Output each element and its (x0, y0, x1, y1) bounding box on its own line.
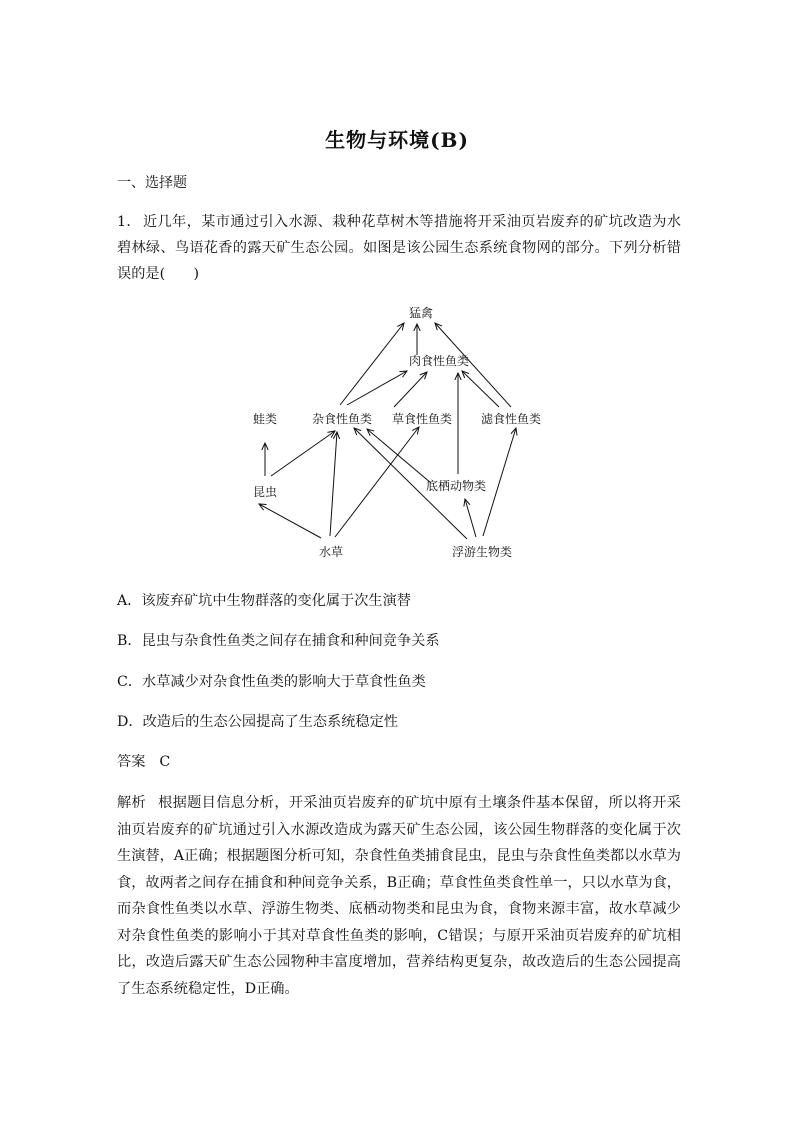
question-text: 近几年，某市通过引入水源、栽种花草树木等措施将开采油页岩废弃的矿坑改造为水碧林绿、鸟语花香的露天矿生态公园。如图是该公园生态系统食物网的部分。下列分析错误的是( ) (117, 214, 681, 282)
arrow-omnivore-to-raptor (340, 323, 404, 405)
option-d: D．改造后的生态公园提高了生态系统稳定性 (117, 714, 398, 730)
arrow-filter-to-carnivore (462, 371, 499, 407)
analysis-block (117, 790, 681, 1002)
answer-line (117, 751, 170, 771)
arrow-insect-to-omnivore (271, 431, 335, 476)
answer-value: C (159, 754, 171, 770)
arrow-omnivore-to-carnivore (347, 371, 407, 405)
analysis-label: 解析 (117, 795, 147, 811)
node-herbivore-fish: 草食性鱼类 (391, 412, 453, 426)
question-number: 1． (117, 214, 141, 230)
option-a: A．该废弃矿坑中生物群落的变化属于次生演替 (117, 593, 411, 609)
option-b: B．昆虫与杂食性鱼类之间存在捕食和种间竞争关系 (117, 633, 440, 649)
node-aquatic-plant: 水草 (318, 545, 344, 559)
option-c: C．水草减少对杂食性鱼类的影响大于草食性鱼类 (117, 674, 426, 690)
arrow-plant-to-insect (259, 504, 321, 538)
node-carnivore-fish: 肉食性鱼类 (408, 354, 470, 368)
question-stem (117, 209, 681, 287)
analysis-text: 根据题目信息分析，开采油页岩废弃的矿坑中原有土壤条件基本保留，所以将开采油页岩废弃的矿坑通过引入水源改造成为露天矿生态公园，该公园生物群落的变化属于次生演替，A正确；根据题图分析可知，杂食性鱼类捕食昆虫，昆虫与杂食性鱼类都以水草为食，故两者之间存在捕食和种间竞争关系，B正确；草食性鱼类食性单一，只以水草为食，而杂食性鱼类以水草、浮游生物类、底栖动物类和昆虫为食，食物来源丰富，故水草减少对杂食性鱼类的影响小于其对草食性鱼类的影响，C错误；与原开采油页岩废弃的矿坑相比，改造后露天矿生态公园物种丰富度增加，营养结构更复杂，故改造后的生态公园提高了生态系统稳定性，D正确。 (117, 795, 681, 997)
arrow-herbivore-to-carnivore (394, 372, 427, 407)
node-benthic: 底栖动物类 (425, 479, 487, 493)
node-frog: 蛙类 (252, 412, 278, 426)
section-heading: 一、选择题 (117, 175, 187, 191)
arrow-benthic-to-omnivore (367, 429, 431, 483)
food-web-arrows (259, 323, 516, 539)
arrow-plant-to-herbivore (335, 427, 419, 537)
node-raptor: 猛禽 (408, 306, 434, 320)
arrow-plankton-to-benthic (465, 499, 476, 537)
node-insect: 昆虫 (252, 485, 278, 499)
page-title: 生物与环境(B) (325, 128, 469, 152)
arrow-plant-to-omnivore (330, 432, 337, 536)
node-omnivore-fish: 杂食性鱼类 (311, 412, 373, 426)
node-plankton: 浮游生物类 (451, 545, 513, 559)
node-filter-fish: 滤食性鱼类 (480, 412, 542, 426)
food-web-diagram (237, 300, 557, 570)
answer-label: 答案 (117, 754, 146, 770)
arrow-plankton-to-filter (483, 428, 516, 536)
